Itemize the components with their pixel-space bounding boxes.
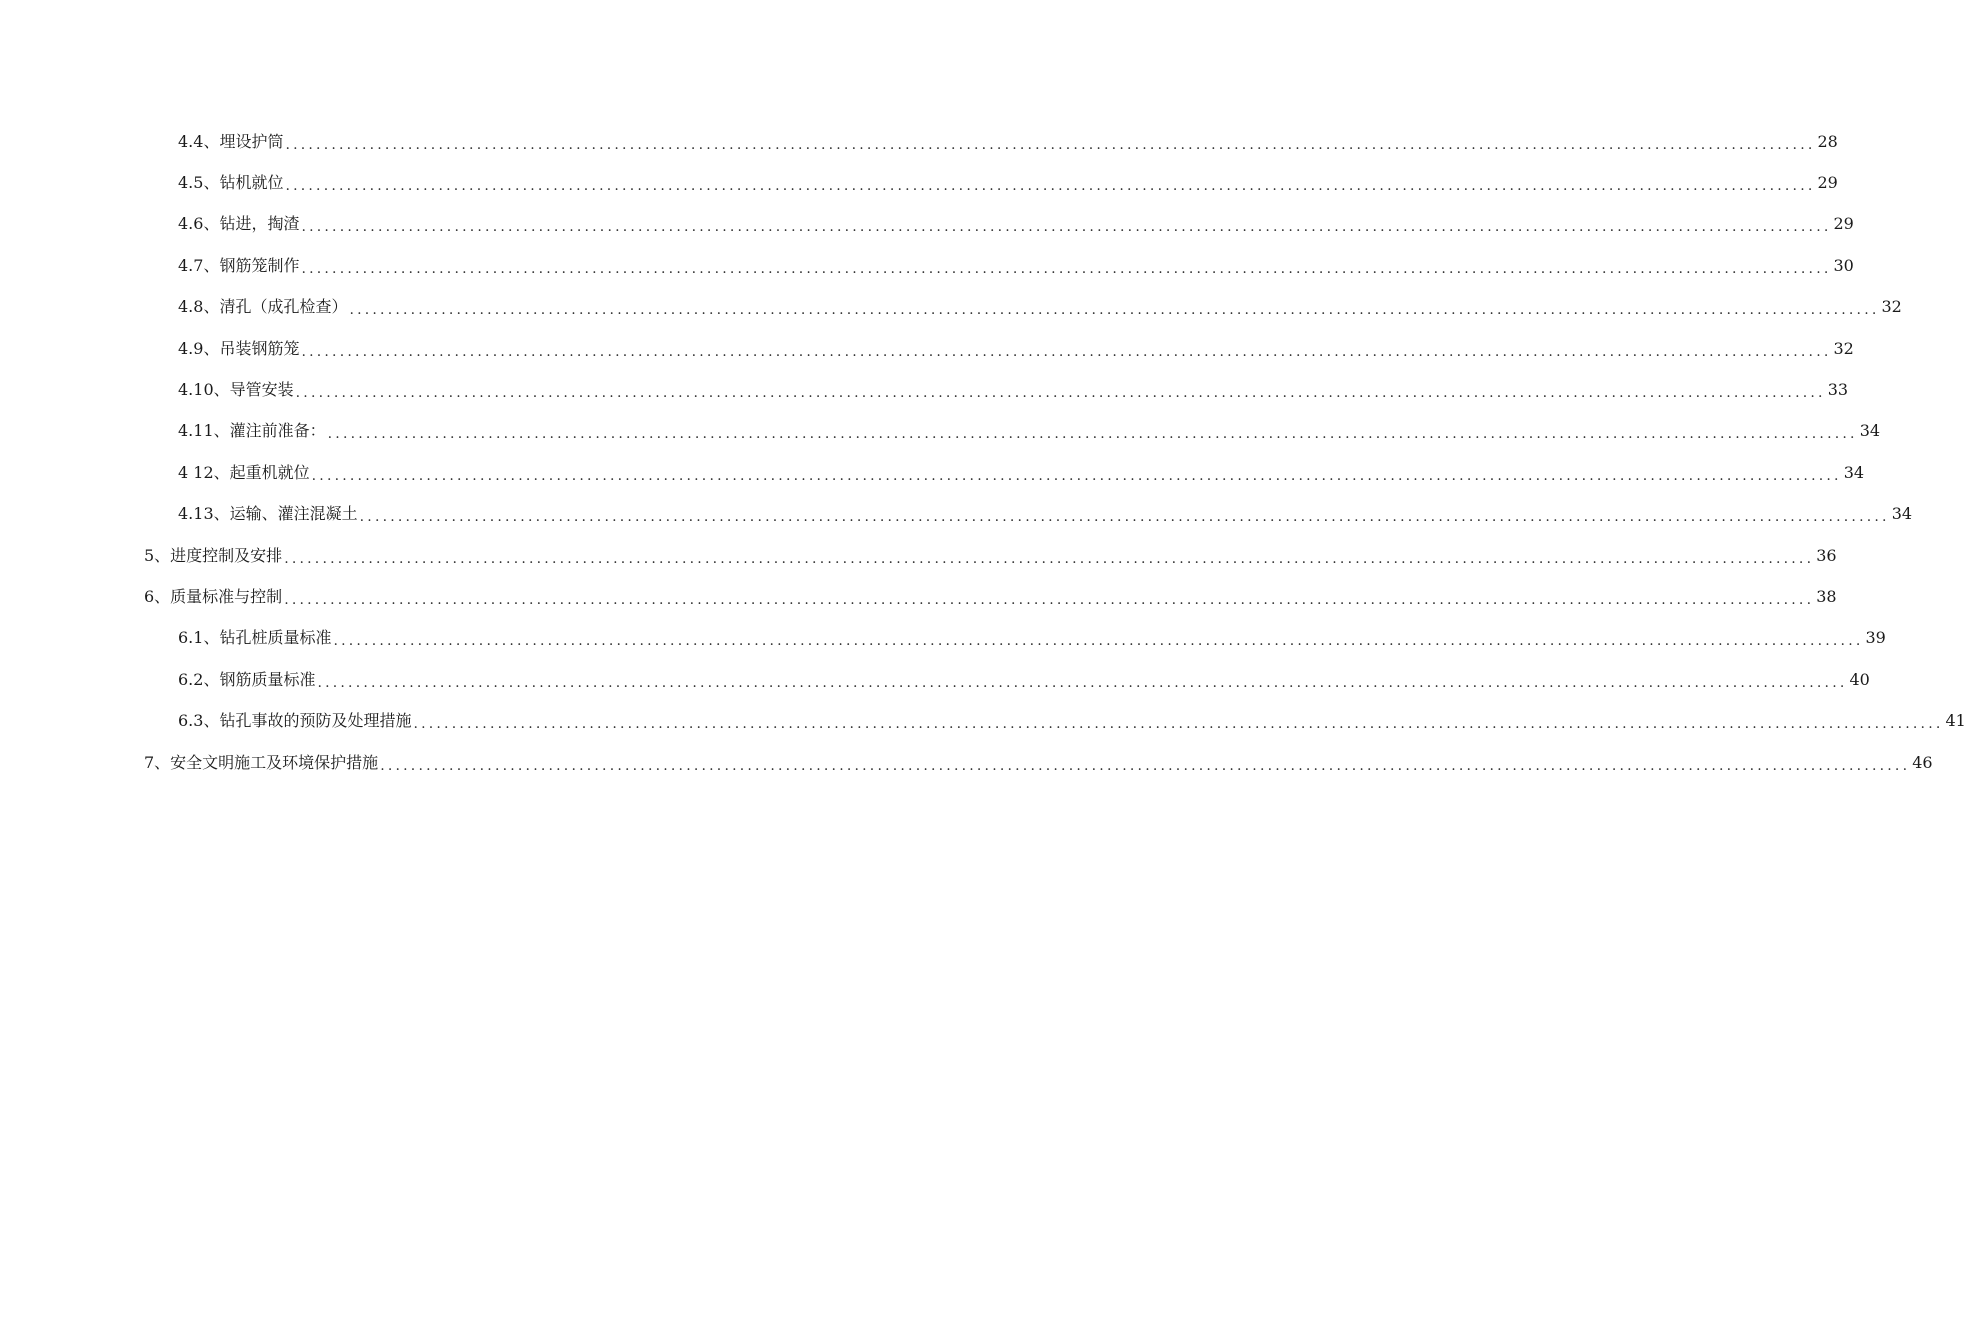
toc-page-number: 39 (1865, 628, 1886, 648)
toc-entry[interactable] (0, 162, 1838, 203)
toc-entry[interactable] (0, 618, 1886, 659)
toc-page-number: 36 (1816, 545, 1837, 565)
toc-entry[interactable] (0, 452, 1865, 493)
toc-page-number: 34 (1859, 421, 1881, 441)
toc-entry[interactable] (0, 700, 1966, 741)
toc-entry-title: 6.2、钢筋质量标准 (178, 669, 316, 689)
toc-dot-leader: ........................................................................................................................................................................................................ (311, 467, 1842, 484)
toc-entry[interactable] (0, 576, 1837, 617)
toc-page-number: 34 (1843, 462, 1865, 482)
toc-entry-title: 4.6、钻进，掏渣 (178, 214, 300, 234)
toc-page-number: 33 (1827, 380, 1849, 400)
toc-entry-title: 4.10、导管安装 (178, 380, 294, 400)
toc-dot-leader: ........................................................................................................................................................................................................ (295, 385, 1826, 402)
toc-entry-title: 5、进度控制及安排 (144, 545, 283, 565)
toc-dot-leader: ........................................................................................................................................................................................................ (317, 674, 1848, 691)
toc-entry[interactable] (0, 535, 1837, 576)
toc-page-number: 38 (1816, 586, 1837, 606)
toc-entry-title: 4.5、钻机就位 (178, 173, 284, 193)
toc-page-number: 30 (1833, 255, 1854, 275)
toc-dot-leader: ........................................................................................................................................................................................................ (285, 178, 1816, 195)
toc-entry[interactable] (0, 494, 1913, 535)
toc-page-number: 34 (1891, 504, 1913, 524)
toc-entry-title: 6.1、钻孔桩质量标准 (178, 628, 332, 648)
toc-entry-title: 4 12、起重机就位 (178, 462, 310, 482)
toc-dot-leader: ........................................................................................................................................................................................................ (284, 550, 1815, 567)
toc-entry[interactable] (0, 742, 1933, 783)
toc-page-number: 29 (1817, 173, 1838, 193)
toc-dot-leader: ........................................................................................................................................................................................................ (284, 591, 1815, 608)
toc-dot-leader: ........................................................................................................................................................................................................ (301, 343, 1832, 360)
toc-entry[interactable] (0, 204, 1854, 245)
toc-entry[interactable] (0, 369, 1849, 410)
toc-entry[interactable] (0, 328, 1854, 369)
toc-dot-leader: ........................................................................................................................................................................................................ (285, 136, 1816, 153)
toc-entry-title: 7、安全文明施工及环境保护措施 (144, 752, 379, 772)
toc-page-number: 32 (1881, 297, 1902, 317)
toc-entry-title: 4.7、钢筋笼制作 (178, 255, 300, 275)
toc-page-number: 46 (1912, 752, 1933, 772)
toc-dot-leader: ........................................................................................................................................................................................................ (301, 219, 1832, 236)
toc-entry-title: 6、质量标准与控制 (144, 586, 283, 606)
toc-entry-title: 4.11、灌注前准备： (178, 421, 326, 441)
toc-entry[interactable] (0, 287, 1902, 328)
toc-page-number: 29 (1833, 214, 1854, 234)
toc-entry[interactable] (0, 411, 1881, 452)
toc-entry-title: 4.4、埋设护筒 (178, 131, 284, 151)
toc-dot-leader: ........................................................................................................................................................................................................ (333, 633, 1864, 650)
toc-page-number: 28 (1817, 131, 1838, 151)
toc-entry-title: 4.8、清孔（成孔检查） (178, 297, 348, 317)
toc-page-number: 40 (1849, 669, 1870, 689)
toc-dot-leader: ........................................................................................................................................................................................................ (359, 509, 1890, 526)
toc-dot-leader: ........................................................................................................................................................................................................ (413, 716, 1944, 733)
toc-entry-title: 4.9、吊装钢筋笼 (178, 338, 300, 358)
toc-page-number: 41 (1945, 711, 1966, 731)
toc-dot-leader: ........................................................................................................................................................................................................ (301, 260, 1832, 277)
toc-entry[interactable] (0, 245, 1854, 286)
toc-dot-leader: ........................................................................................................................................................................................................ (380, 757, 1911, 774)
toc-page-number: 32 (1833, 338, 1854, 358)
toc-entry[interactable] (0, 659, 1870, 700)
toc-dot-leader: ........................................................................................................................................................................................................ (327, 426, 1858, 443)
toc-entry-title: 4.13、运输、灌注混凝土 (178, 504, 358, 524)
table-of-contents (0, 121, 1966, 783)
toc-entry-title: 6.3、钻孔事故的预防及处理措施 (178, 711, 412, 731)
toc-entry[interactable] (0, 121, 1838, 162)
toc-dot-leader: ........................................................................................................................................................................................................ (349, 302, 1880, 319)
